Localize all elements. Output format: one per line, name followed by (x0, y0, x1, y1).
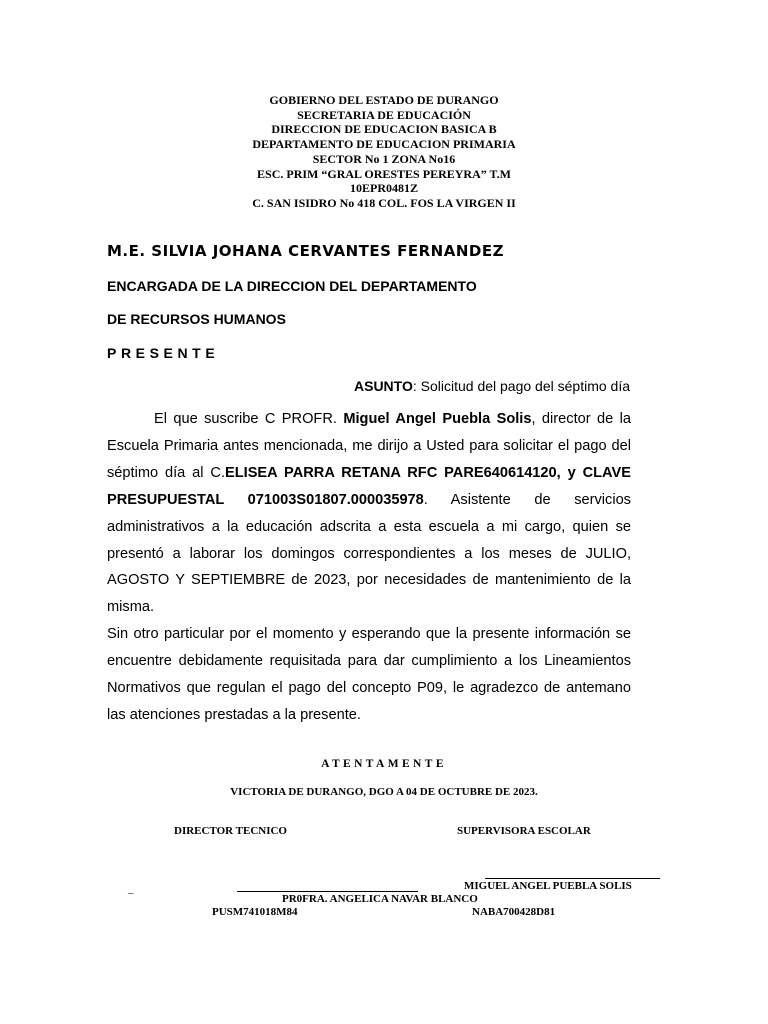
body-p1-end: . Asistente de servicios administrativos a la educación adscrita a esta escuela a mi cargo, quien se presentó a laborar los domingos correspondientes a los meses de JULIO, AGOSTO Y SEPTIEMBRE de 2023, por necesidades de mantenimiento de la misma. (107, 491, 631, 616)
body-p1-intro: El que suscribe C PROFR. (154, 411, 344, 427)
signature-role-right: SUPERVISORA ESCOLAR (457, 825, 591, 837)
letterhead-line-school: ESC. PRIM “GRAL ORESTES PEREYRA” T.M (257, 166, 511, 181)
signature-role-left: DIRECTOR TECNICO (174, 825, 287, 837)
closing-place-date: VICTORIA DE DURANGO, DGO A 04 DE OCTUBRE DE 2023. (230, 786, 538, 798)
letterhead-line-sector: SECTOR No 1 ZONA No16 (312, 151, 456, 166)
letterhead-line-department: DEPARTAMENTO DE EDUCACION PRIMARIA (252, 137, 516, 152)
body-paragraph-2: Sin otro particular por el momento y esperando que la presente información se encuentre debidamente requisitada para dar cumplimiento a los Lineamientos Normativos que regulan el pago del concepto P09, le agradezco de antemano las atenciones prestadas a la presente. (107, 626, 631, 723)
signature-line-left (237, 891, 418, 892)
subject-text: : Solicitud del pago del séptimo día (412, 378, 630, 394)
body-p1-employee-details: ELISEA PARRA RETANA RFC PARE640614120, y CLAVE PRESUPUESTAL 071003S01807.000035978 (107, 464, 631, 508)
presente-heading: PRESENTE (107, 345, 220, 361)
signature-name-center: PR0FRA. ANGELICA NAVAR BLANCO (282, 893, 478, 905)
letter-body (107, 406, 631, 729)
letterhead-line-school-code: 10EPR0481Z (349, 181, 418, 196)
signature-rfc-left: PUSM741018M84 (212, 906, 298, 918)
subject-label: ASUNTO (354, 378, 413, 394)
letterhead (0, 93, 768, 211)
signature-dash: _ (128, 883, 134, 895)
body-p1-middle: , director de la Escuela Primaria antes mencionada, me dirijo a Usted para solicitar el pago del séptimo día al C. (107, 411, 631, 481)
letterhead-line-secretariat: SECRETARIA DE EDUCACIÓN (297, 107, 471, 122)
body-paragraph-1 (107, 406, 631, 621)
letterhead-line-direction: DIRECCION DE EDUCACION BASICA B (271, 122, 497, 137)
recipient-title-line-2: DE RECURSOS HUMANOS (107, 311, 286, 327)
signature-rfc-right: NABA700428D81 (472, 906, 556, 918)
letterhead-line-address: C. SAN ISIDRO No 418 COL. FOS LA VIRGEN II (252, 195, 516, 210)
recipient-name: M.E. SILVIA JOHANA CERVANTES FERNANDEZ (107, 242, 504, 260)
closing-atentamente: ATENTAMENTE (321, 758, 447, 770)
body-p1-director-name: Miguel Angel Puebla Solis (343, 411, 532, 427)
signature-name-right: MIGUEL ANGEL PUEBLA SOLIS (464, 880, 632, 892)
subject-line (354, 378, 630, 394)
letterhead-line-government: GOBIERNO DEL ESTADO DE DURANGO (269, 93, 499, 107)
recipient-title-line-1: ENCARGADA DE LA DIRECCION DEL DEPARTAMENTO (107, 278, 477, 294)
signature-line-right (485, 878, 660, 879)
